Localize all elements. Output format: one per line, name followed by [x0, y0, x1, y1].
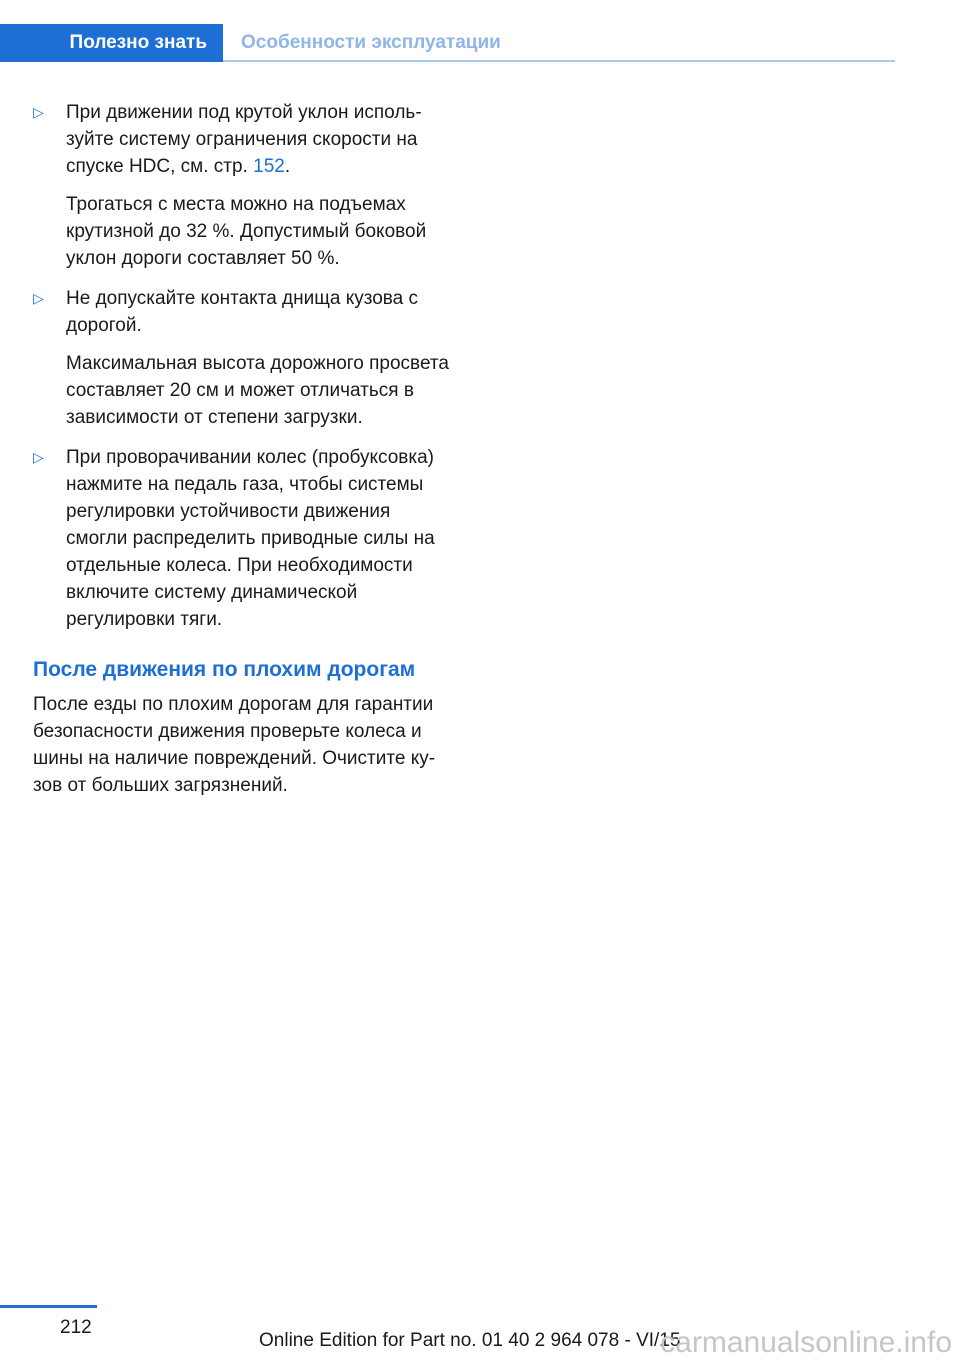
chapter-tab — [0, 24, 223, 62]
page-reference-link[interactable]: 152 — [253, 156, 285, 177]
section-heading: После движения по плохим дорогам — [33, 658, 416, 681]
list-item — [33, 444, 453, 633]
paragraph: Максимальная высота дорожного просвета составляет 20 см и может отличаться в зависимости от степени загрузки. — [66, 353, 449, 428]
page-number: 212 — [60, 1317, 92, 1338]
paragraph: При проворачивании колес (пробуксовка) нажмите на педаль газа, чтобы системы регулировки устойчивости движения смогли распределить приводные силы на отдельные колеса. При необходимости включите систему динамической регулировки тяги. — [66, 447, 435, 630]
triangle-bullet-icon: ▷ — [33, 449, 44, 465]
triangle-bullet-icon: ▷ — [33, 290, 44, 306]
page-content — [33, 99, 453, 799]
paragraph: Не допускайте контакта днища кузова с дорогой. — [66, 288, 419, 336]
triangle-bullet-icon: ▷ — [33, 104, 44, 120]
watermark-logo: carmanualsonline.info — [660, 1326, 952, 1359]
paragraph: Трогаться с места можно на подъемах крутизной до 32 %. Допустимый боковой уклон дороги составляет 50 %. — [66, 194, 427, 269]
footer-divider — [0, 1305, 97, 1308]
header-divider — [223, 60, 895, 62]
body-paragraph: После езды по плохим дорогам для гарантии безопасности движения проверьте колеса и шины на наличие повреждений. Очистите кузов от больших загрязнений. — [33, 694, 436, 796]
section-title: Особенности эксплуатации — [241, 32, 501, 53]
paragraph: При движении под крутой уклон используйте систему ограничения скорости на спуске HDC, см. стр. 152. — [66, 102, 422, 177]
chapter-title: Полезно знать — [69, 32, 207, 53]
edition-info: Online Edition for Part no. 01 40 2 964 078 - VI/15 — [259, 1330, 681, 1351]
list-item — [33, 99, 453, 272]
list-item — [33, 285, 453, 431]
